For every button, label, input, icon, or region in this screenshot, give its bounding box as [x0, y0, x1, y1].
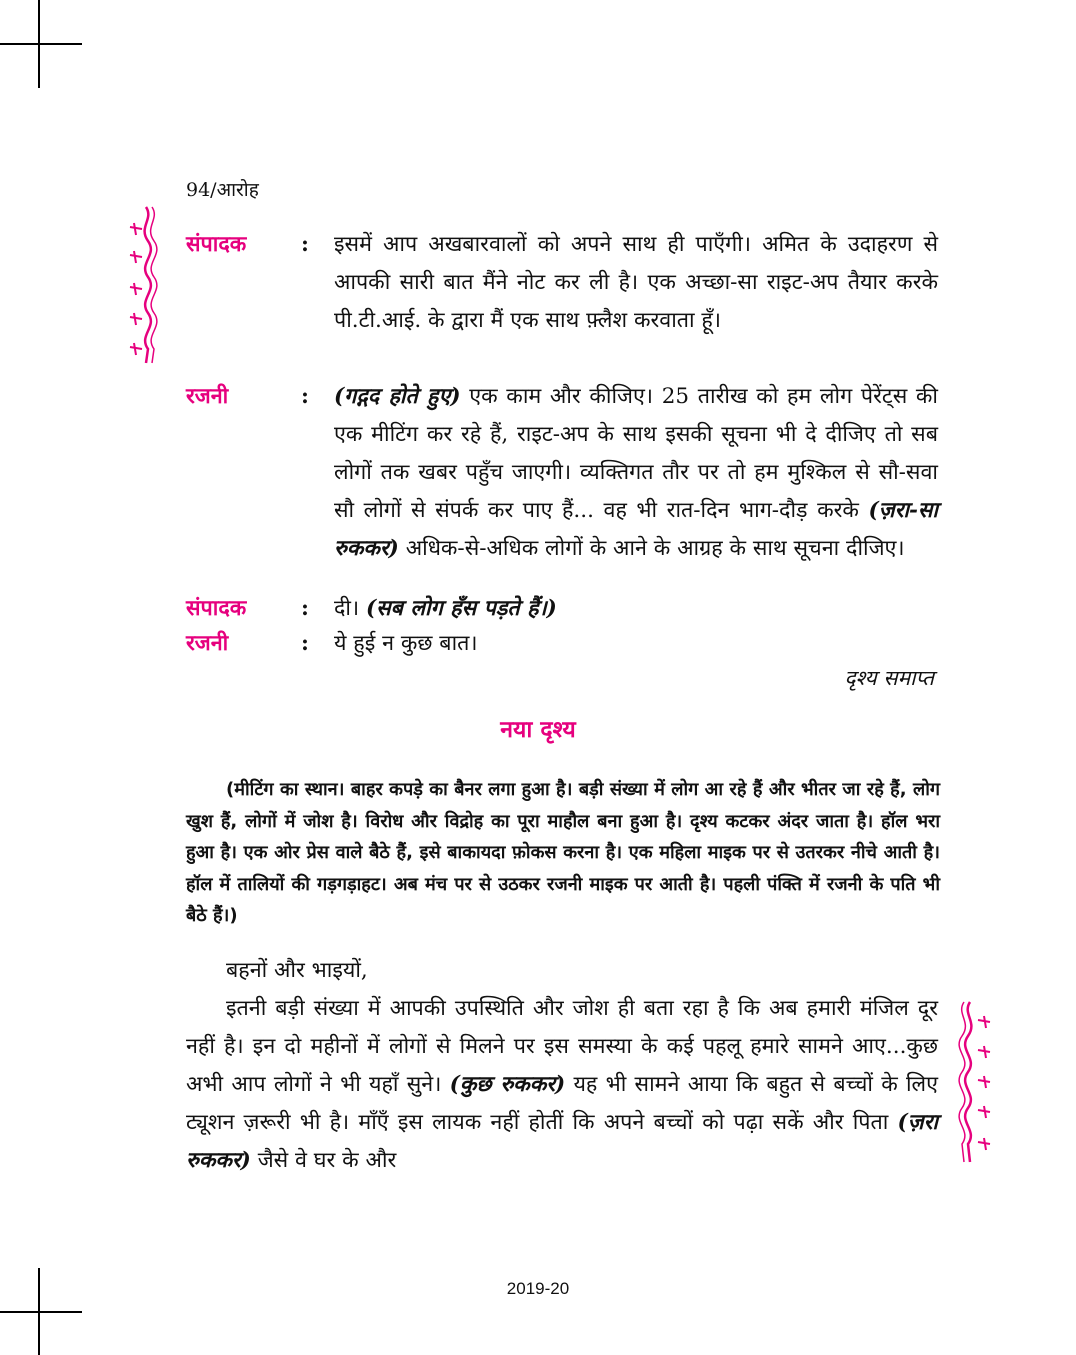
speaker-colon: : — [301, 384, 309, 409]
crop-mark-bottom-left-h — [0, 1311, 82, 1313]
speaker-name: संपादक — [186, 596, 247, 621]
dialogue-text-part: दी। — [334, 596, 366, 621]
left-margin-ornament — [124, 205, 164, 365]
speech-paragraph — [186, 990, 938, 1180]
speaker-name: रजनी — [186, 384, 229, 409]
stage-direction: (सब लोग हँस पड़ते हैं।) — [365, 596, 557, 621]
dialogue-text-part: अधिक-से-अधिक लोगों के आने के आग्रह के साथ सूचना दीजिए। — [398, 536, 905, 561]
dialogue-block — [186, 590, 938, 628]
speech-text-part: इतनी बड़ी संख्या में आपकी उपस्थिति और जोश ही बता रहा है कि अब हमारी मंजिल दूर नहीं है। इन दो महीनों में लोगों से मिलने पर इस समस्या के कई पहलू हमारे सामने आए...कुछ अभी आप लोगों ने भी यहाँ सुने। — [186, 996, 938, 1097]
speaker-colon: : — [301, 596, 309, 621]
dialogue-block — [186, 378, 938, 568]
new-scene-title: नया दृश्य — [500, 716, 576, 743]
dialogue-block — [186, 625, 938, 663]
scene-end-label: दृश्य समाप्त — [844, 666, 934, 690]
crop-mark-top-left-h — [0, 43, 82, 45]
right-margin-ornament — [956, 1000, 996, 1165]
stage-direction-paragraph: (मीटिंग का स्थान। बाहर कपड़े का बैनर लगा हुआ है। बड़ी संख्या में लोग आ रहे हैं और भीतर जा रहे हैं, लोग खुश हैं, लोगों में जोश है। विरोध और विद्रोह का पूरा माहौल बना हुआ है। दृश्य कटकर अंदर जाता है। हॉल भरा हुआ है। एक ओर प्रेस वाले बैठे हैं, इसे बाकायदा फ़ोकस करना है। एक महिला माइक पर से उतरकर नीचे आती है। हॉल में तालियों की गड़गड़ाहट। अब मंच पर से उठकर रजनी माइक पर आती है। पहली पंक्ति में रजनी के पति भी बैठे हैं।) — [186, 779, 940, 926]
stage-direction: (ज़रा-सा रुककर) — [334, 498, 938, 561]
dialogue-text: ये हुई न कुछ बात। — [334, 631, 478, 656]
dialogue-block — [186, 226, 938, 340]
page-footer: 2019-20 — [506, 1279, 570, 1298]
speaker-name: संपादक — [186, 232, 247, 257]
stage-direction: (गद्गद होते हुए) — [334, 384, 461, 409]
speaker-name: रजनी — [186, 631, 229, 656]
dialogue-text — [334, 590, 938, 628]
stage-direction: (कुछ रुककर) — [449, 1072, 566, 1097]
speech-text-part: यह भी सामने आया कि बहुत से बच्चों के लिए ट्यूशन ज़रूरी भी है। माँएँ इस लायक नहीं होतीं कि अपने बच्चों को पढ़ा सकें और पिता — [186, 1072, 939, 1135]
dialogue-text-part: एक काम और कीजिए। 25 तारीख को हम लोग पेरेंट्स की एक मीटिंग कर रहे हैं, राइट-अप के साथ इसकी सूचना भी दे दीजिए तो सब लोगों तक खबर पहुँच जाएगी। व्यक्तिगत तौर पर तो हम मुश्किल से सौ-सवा सौ लोगों से संपर्क कर पाए हैं... वह भी रात-दिन भाग-दौड़ करके — [334, 384, 939, 523]
dialogue-text: इसमें आप अखबारवालों को अपने साथ ही पाएँगी। अमित के उदाहरण से आपकी सारी बात मैंने नोट कर ली है। एक अच्छा-सा राइट-अप तैयार करके पी.टी.आई. के द्वारा मैं एक साथ फ़्लैश करवाता हूँ। — [334, 232, 938, 333]
page-header: 94/आरोह — [186, 179, 259, 201]
speaker-colon: : — [301, 232, 309, 257]
speech-greeting: बहनों और भाइयों, — [226, 958, 368, 983]
speech-text-part: जैसे वे घर के और — [250, 1148, 397, 1173]
stage-direction: (ज़रा रुककर) — [186, 1110, 938, 1173]
speaker-colon: : — [301, 631, 309, 656]
dialogue-text — [334, 378, 938, 568]
